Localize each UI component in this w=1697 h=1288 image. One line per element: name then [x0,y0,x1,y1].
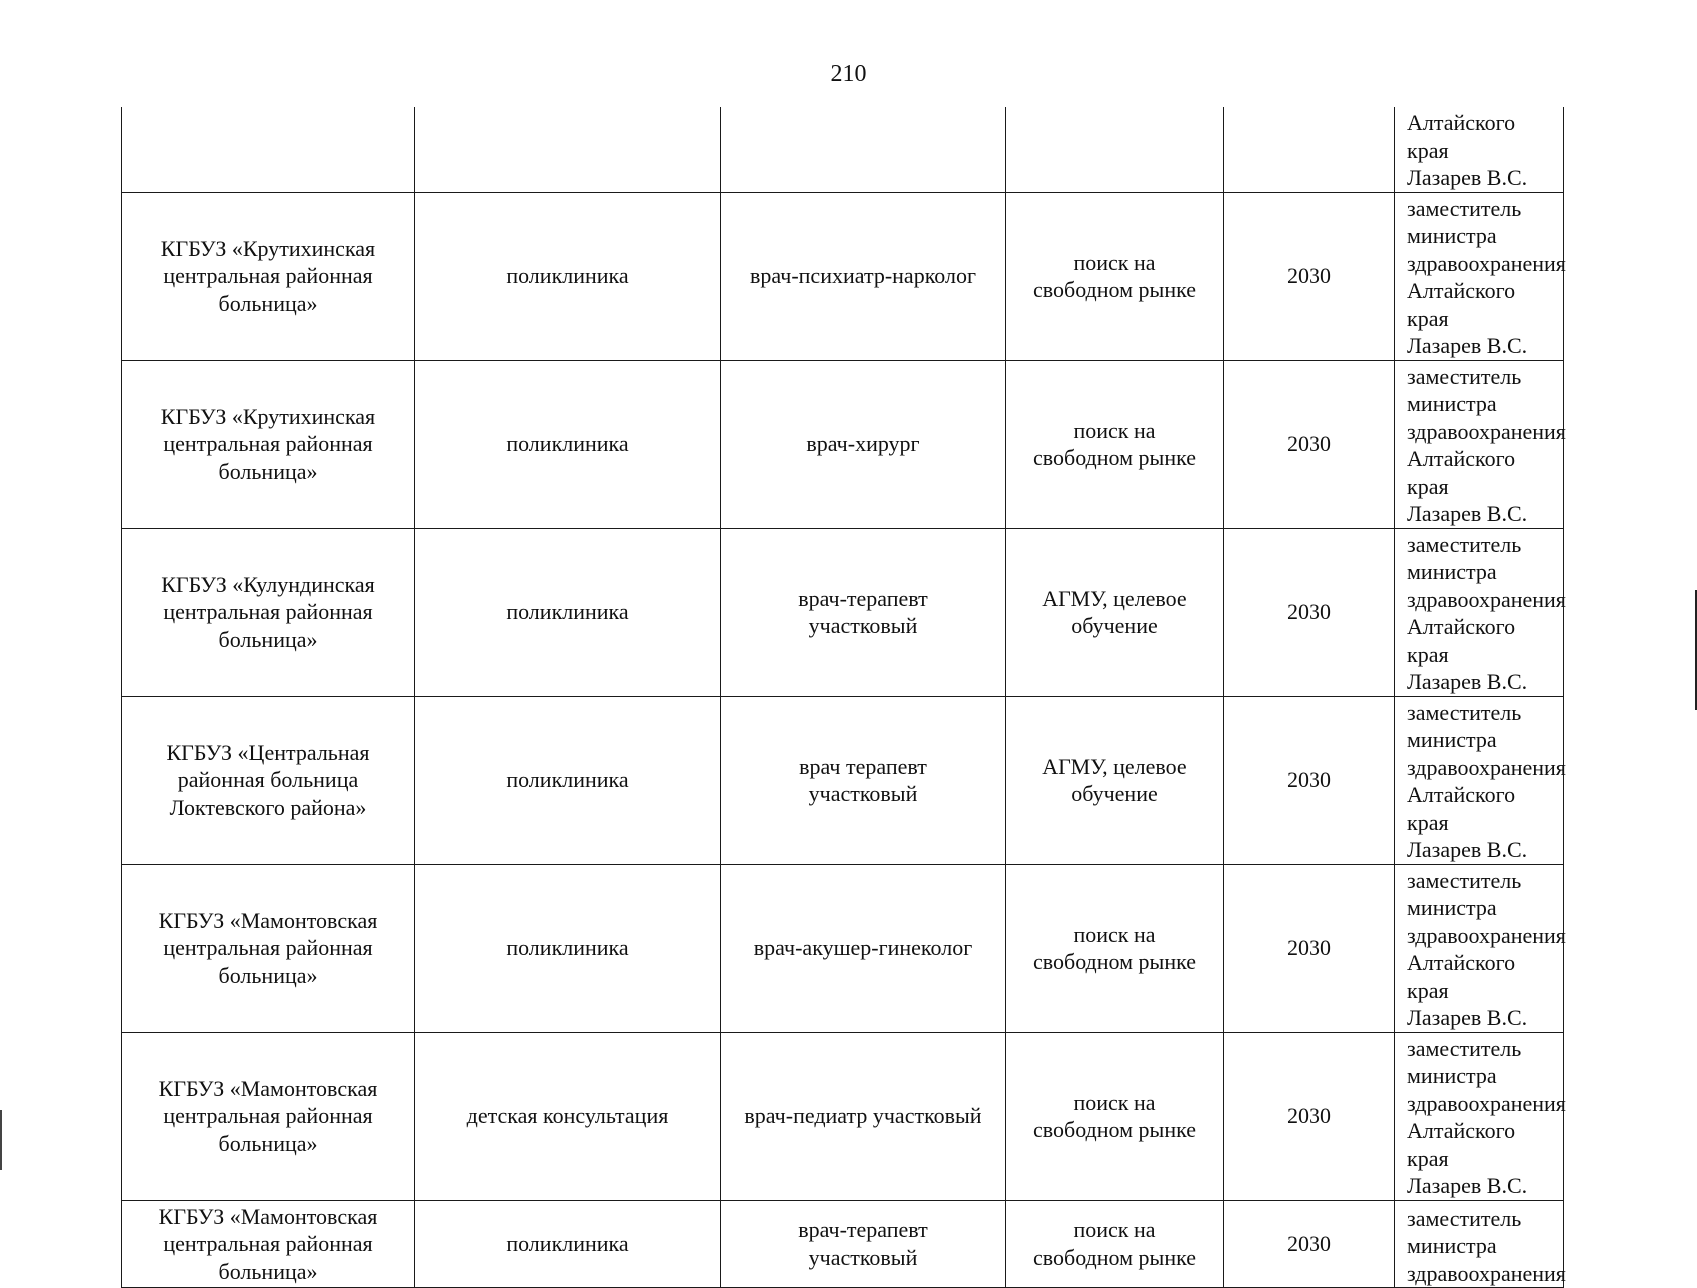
cell-responsible: Алтайского края Лазарев В.С. [1395,107,1564,192]
cell-unit: поликлиника [415,696,721,864]
cell-responsible: заместитель министра здравоохранения Алтайского края Лазарев В.С. [1395,360,1564,528]
cell-year: 2030 [1224,1032,1395,1200]
cell-unit: поликлиника [415,528,721,696]
cell-position: врач-педиатр участковый [721,1032,1006,1200]
cell-position: врач терапевт участковый [721,696,1006,864]
cell-year: 2030 [1224,864,1395,1032]
cell-year: 2030 [1224,1200,1395,1288]
table-row [122,864,1564,1032]
cell-organization [122,107,415,192]
cell-responsible: заместитель министра здравоохранения Алтайского края Лазарев В.С. [1395,528,1564,696]
table-row [122,192,1564,360]
cell-organization: КГБУЗ «Центральная районная больница Локтевского района» [122,696,415,864]
cell-organization: КГБУЗ «Мамонтовская центральная районная больница» [122,1200,415,1288]
cell-responsible: заместитель министра здравоохранения Алтайского края Лазарев В.С. [1395,696,1564,864]
cell-responsible: заместитель министра здравоохранения Алтайского края Лазарев В.С. [1395,1032,1564,1200]
cell-organization: КГБУЗ «Кулундинская центральная районная больница» [122,528,415,696]
table-row [122,696,1564,864]
cell-position: врач-хирург [721,360,1006,528]
cell-unit [415,107,721,192]
cell-source: поиск на свободном рынке [1006,864,1224,1032]
cell-responsible: заместитель министра здравоохранения [1395,1200,1564,1288]
cell-organization: КГБУЗ «Крутихинская центральная районная больница» [122,192,415,360]
page-number: 210 [830,61,867,87]
cell-position: врач-акушер-гинеколог [721,864,1006,1032]
cell-year: 2030 [1224,360,1395,528]
cell-responsible: заместитель министра здравоохранения Алтайского края Лазарев В.С. [1395,192,1564,360]
table-row [122,1032,1564,1200]
cell-source: поиск на свободном рынке [1006,192,1224,360]
cell-source: поиск на свободном рынке [1006,1200,1224,1288]
table-row [122,360,1564,528]
staffing-table [121,107,1564,1288]
cell-unit: поликлиника [415,192,721,360]
table-row [122,1200,1564,1288]
cell-position: врач-терапевт участковый [721,1200,1006,1288]
cell-source: поиск на свободном рынке [1006,360,1224,528]
cell-position [721,107,1006,192]
cell-responsible: заместитель министра здравоохранения Алтайского края Лазарев В.С. [1395,864,1564,1032]
cell-organization: КГБУЗ «Мамонтовская центральная районная больница» [122,1032,415,1200]
cell-year: 2030 [1224,192,1395,360]
cell-year [1224,107,1395,192]
table-row-continued [122,107,1564,192]
cell-source: АГМУ, целевое обучение [1006,528,1224,696]
cell-organization: КГБУЗ «Крутихинская центральная районная больница» [122,360,415,528]
cell-year: 2030 [1224,528,1395,696]
cell-position: врач-психиатр-нарколог [721,192,1006,360]
scan-edge-mark-left [0,1110,2,1170]
cell-year: 2030 [1224,696,1395,864]
cell-unit: детская консультация [415,1032,721,1200]
cell-organization: КГБУЗ «Мамонтовская центральная районная больница» [122,864,415,1032]
cell-position: врач-терапевт участковый [721,528,1006,696]
cell-source: поиск на свободном рынке [1006,1032,1224,1200]
table-row [122,528,1564,696]
cell-source [1006,107,1224,192]
cell-unit: поликлиника [415,864,721,1032]
cell-source: АГМУ, целевое обучение [1006,696,1224,864]
cell-unit: поликлиника [415,1200,721,1288]
cell-unit: поликлиника [415,360,721,528]
